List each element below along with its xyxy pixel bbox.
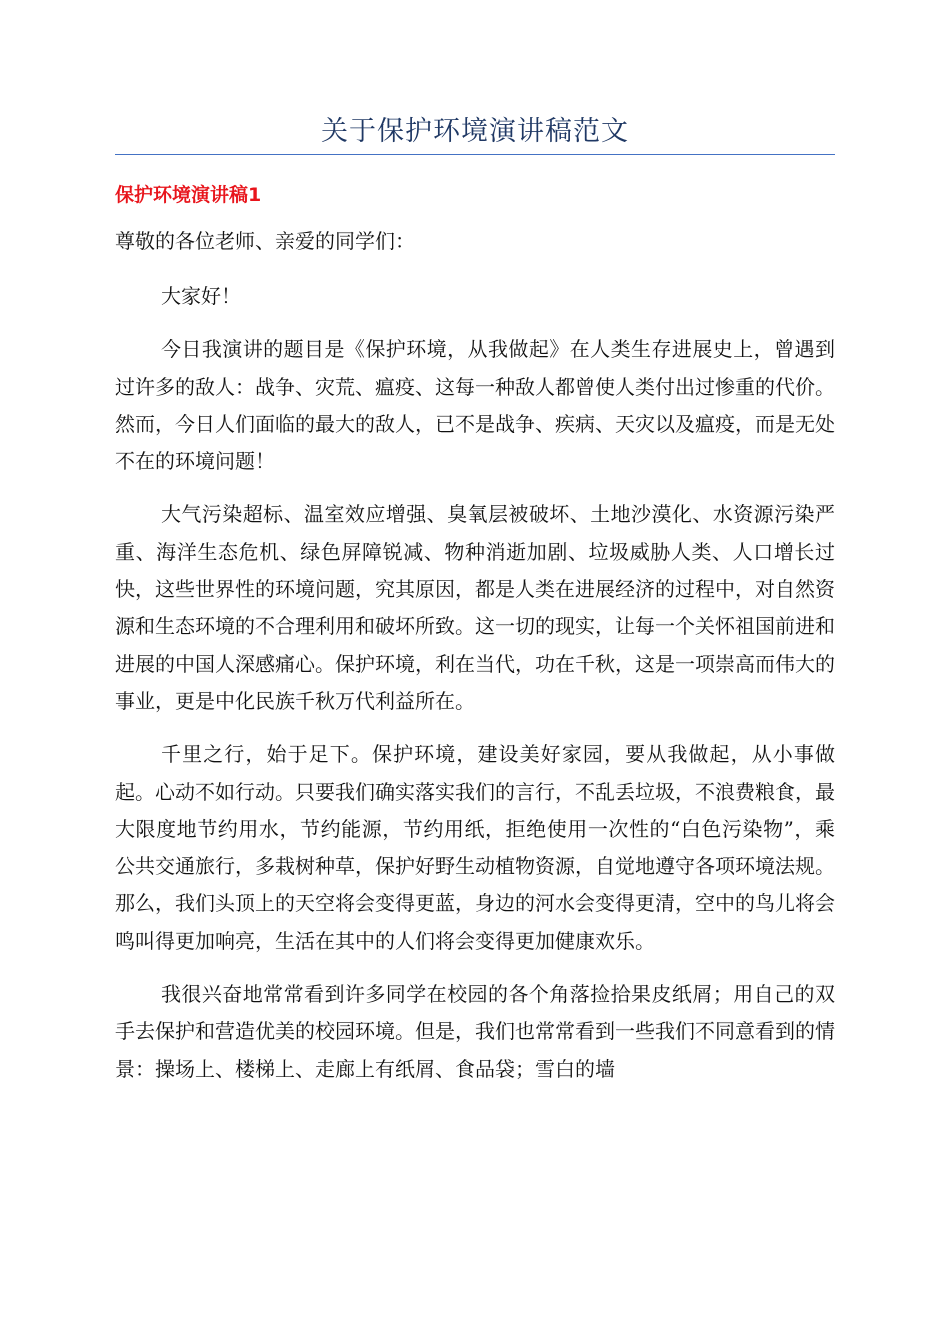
paragraph-greeting: 大家好！: [161, 284, 241, 308]
section-heading: 保护环境演讲稿1: [115, 184, 262, 206]
paragraph-actions: 千里之行，始于足下。保护环境，建设美好家园，要从我做起，从小事做起。心动不如行动。只要我们确实落实我们的言行，不乱丢垃圾，不浪费粮食，最大限度地节约用水，节约能源，节约用纸，拒绝使用一次性的“白色污染物”，乘公共交通旅行，多栽树种草，保护好野生动植物资源，自觉地遵守各项环境法规。那么，我们头顶上的天空将会变得更蓝，身边的河水会变得更清，空中的鸟儿将会鸣叫得更加响亮，生活在其中的人们将会变得更加健康欢乐。: [115, 742, 835, 953]
paragraph-campus: 我很兴奋地常常看到许多同学在校园的各个角落捡拾果皮纸屑；用自己的双手去保护和营造优美的校园环境。但是，我们也常常看到一些我们不同意看到的情景：操场上、楼梯上、走廊上有纸屑、食品袋；雪白的墙: [115, 982, 835, 1081]
paragraph-problems: 大气污染超标、温室效应增强、臭氧层被破坏、土地沙漠化、水资源污染严重、海洋生态危机、绿色屏障锐减、物种消逝加剧、垃圾威胁人类、人口增长过快，这些世界性的环境问题，究其原因，都是人类在进展经济的过程中，对自然资源和生态环境的不合理利用和破坏所致。这一切的现实，让每一个关怀祖国前进和进展的中国人深感痛心。保护环境，利在当代，功在千秋，这是一项崇高而伟大的事业，更是中化民族千秋万代利益所在。: [115, 502, 835, 713]
title-underline: [115, 154, 835, 155]
document-title: 关于保护环境演讲稿范文: [321, 116, 629, 147]
body-text: [115, 278, 835, 1104]
salutation: 尊敬的各位老师、亲爱的同学们：: [115, 229, 415, 253]
paragraph-topic: 今日我演讲的题目是《保护环境，从我做起》在人类生存进展史上，曾遇到过许多的敌人：战争、灾荒、瘟疫、这每一种敌人都曾使人类付出过惨重的代价。然而，今日人们面临的最大的敌人，已不是战争、疾病、天灾以及瘟疫，而是无处不在的环境问题！: [115, 337, 835, 474]
